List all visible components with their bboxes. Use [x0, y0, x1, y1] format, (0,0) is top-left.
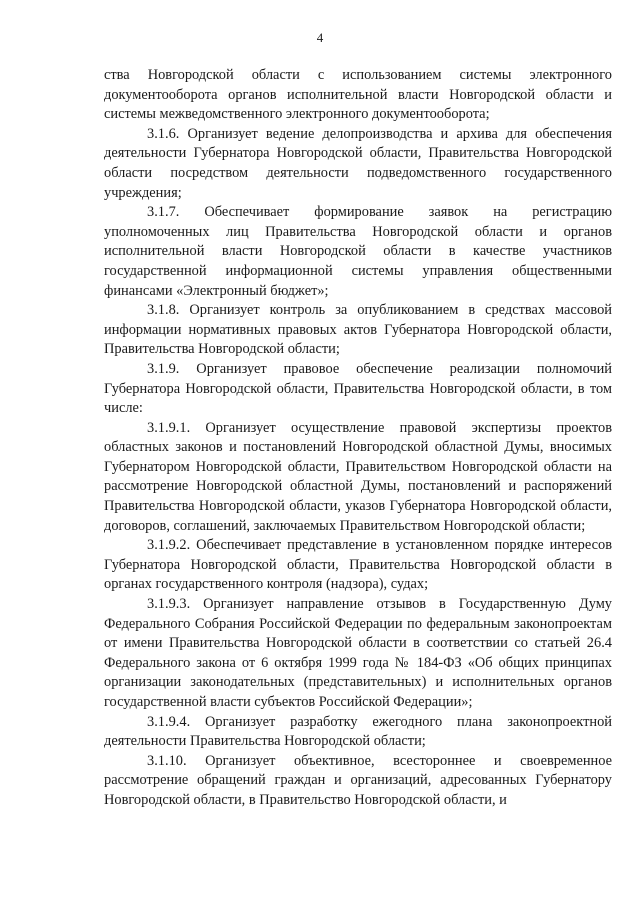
document-body: [104, 66, 612, 811]
paragraph-3-1-8: 3.1.8. Организует контроль за опубликованием в средствах массовой информации нормативных правовых актов Губернатора Новгородской области, Правительства Новгородской области;: [104, 302, 612, 358]
paragraph-3-1-9-2: 3.1.9.2. Обеспечивает представление в установленном порядке интересов Губернатора Новгородской области, Правительства Новгородской области в органах государственного контроля (надзора), судах;: [104, 537, 612, 593]
paragraph-3-1-7: 3.1.7. Обеспечивает формирование заявок на регистрацию уполномоченных лиц Правительства Новгородской области и органов исполнительной власти Новгородской области в качестве участников государственной информационной системы управления общественными финансами «Электронный бюджет»;: [104, 204, 612, 299]
page-number: 4: [316, 30, 324, 45]
paragraph-3-1-9: 3.1.9. Организует правовое обеспечение реализации полномочий Губернатора Новгородской области, Правительства Новгородской области, в том числе:: [104, 360, 612, 417]
paragraph-3-1-9-4: 3.1.9.4. Организует разработку ежегодного плана законопроектной деятельности Правительства Новгородской области;: [104, 713, 612, 750]
paragraph-3-1-10: 3.1.10. Организует объективное, всестороннее и своевременное рассмотрение обращений граждан и организаций, адресованных Губернатору Новгородской области, в Правительство Новгородской области, и: [104, 752, 612, 808]
paragraph-3-1-6: 3.1.6. Организует ведение делопроизводства и архива для обеспечения деятельности Губернатора Новгородской области, Правительства Новгородской области посредством деятельности подведомственного государственного учреждения;: [104, 125, 612, 201]
paragraph-3-1-9-3: 3.1.9.3. Организует направление отзывов в Государственную Думу Федерального Собрания Российской Федерации по федеральным законопроектам от имени Правительства Новгородской области в соответствии со статьей 26.4 Федерального закона от 6 октября 1999 года № 184-ФЗ «Об общих принципах организации законодательных (представительных) и исполнительных органов государственной власти субъектов Российской Федерации»;: [104, 596, 612, 710]
paragraph-3-1-9-1: 3.1.9.1. Организует осуществление правовой экспертизы проектов областных законов и постановлений Новгородской областной Думы, вносимых Губернатором Новгородской области, Правительством Новгородской области на рассмотрение Новгородской областной Думы, постановлений и распоряжений Правительства Новгородской области, указов Губернатора Новгородской области, договоров, соглашений, заключаемых Правительством Новгородской области;: [104, 419, 612, 534]
paragraph-continuation: ства Новгородской области с использованием системы электронного документооборота органов исполнительной власти Новгородской области и системы межведомственного электронного документооборота;: [104, 67, 612, 123]
